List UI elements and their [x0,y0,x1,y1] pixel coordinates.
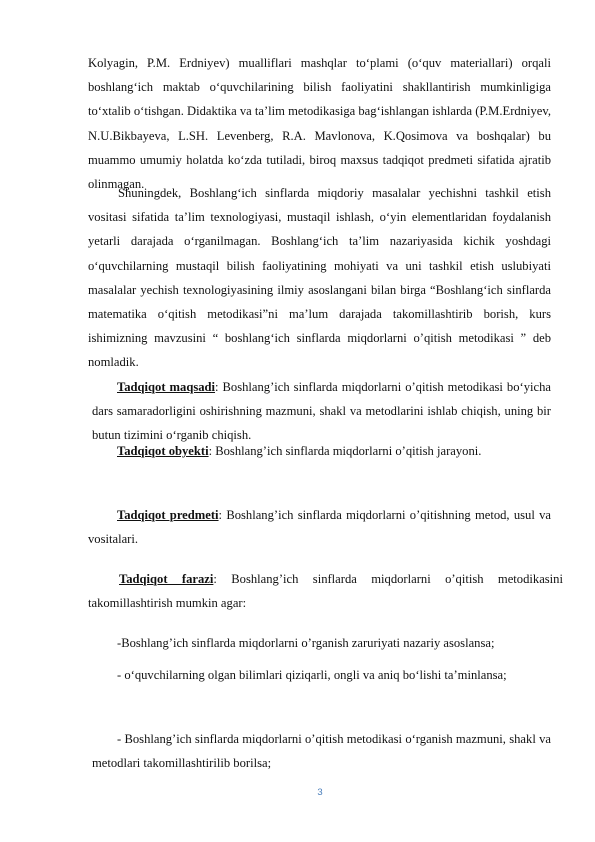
hypothesis-item-1: -Boshlang’ich sinflarda miqdorlarni o’rganish zaruriyati nazariy asoslansa; [117,636,495,650]
hypothesis-item-2: - o‘quvchilarning olgan bilimlari qiziqarli, ongli va aniq bo‘lishi ta’minlansa; [117,668,507,682]
research-goal-label: Tadqiqot maqsadi [117,380,216,394]
research-object-label: Tadqiqot obyekti [117,444,209,458]
paragraph-research-subject [88,503,551,551]
research-hypothesis-text: : Boshlang’ich sinflarda miqdorlarni o’qitish metodikasini takomillashtirish mumkin agar: [88,572,563,611]
research-hypothesis-label: Tadqiqot farazi [119,572,214,586]
hypothesis-item-3: - Boshlang’ich sinflarda miqdorlarni o’qitish metodikasi o‘rganish mazmuni, shakl va metodlari takomillashtirilib borilsa; [92,732,551,771]
paragraph-research-goal [92,375,551,448]
paragraph-literature-review: Kolyagin, P.M. Erdniyev) mualliflari mashqlar to‘plami (o‘quv materiallari) orqali boshlang‘ich maktab o‘quvchilarining bilish faoliyatini shakllantirish mumkinligiga to‘xtalib o‘tishgan. Didaktika va ta’lim metodikasiga bag‘ishlangan ishlarda (P.M.Erdniyev, N.U.Bikbayeva, L.SH. Levenberg, R.A. Mavlonova, K.Qosimova va boshqalar) bu muammo umumiy holatda ko‘zda tutiladi, biroq maxsus tadqiqot predmeti sifatida ajratib olinmagan. [88,56,551,192]
research-object-text: : Boshlang’ich sinflarda miqdorlarni o’qitish jarayoni. [208,444,482,458]
paragraph-research-object [117,439,557,463]
research-subject-text: : Boshlang’ich sinflarda miqdorlarni o’qitishning metod, usul va vositalari. [88,508,551,547]
page-number: 3 [317,787,323,798]
paragraph-research-hypothesis [88,567,563,615]
paragraph-research-topic: Shuningdek, Boshlang‘ich sinflarda miqdoriy masalalar yechishni tashkil etish vositasi sifatida ta’lim texnologiyasi, mustaqil ishlash, o‘yin elementlaridan foydalanish yetarli darajada o‘rganilmagan. Boshlang‘ich ta’lim nazariyasida kichik yoshdagi o‘quvchilarning mustaqil bilish faoliyatining mohiyati va uni tashkil etish uslubiyati masalalar yechish texnologiyasining ilmiy asoslangani bilan birga “Boshlang‘ich sinflarda matematika o‘qitish metodikasi”ni ma’lum darajada takomillashtirib borish, kurs ishimizning mavzusini “ boshlang‘ich sinflarda miqdorlarni o’qitish metodikasi ” deb nomladik. [88,186,551,370]
research-goal-text: : Boshlang’ich sinflarda miqdorlarni o’qitish metodikasi bo‘yicha dars samaradorligini oshirishning mazmuni, shakl va metodlarini ishlab chiqish, uning bir butun tizimini o‘rganib chiqish. [92,380,551,443]
research-subject-label: Tadqiqot predmeti [117,508,219,522]
